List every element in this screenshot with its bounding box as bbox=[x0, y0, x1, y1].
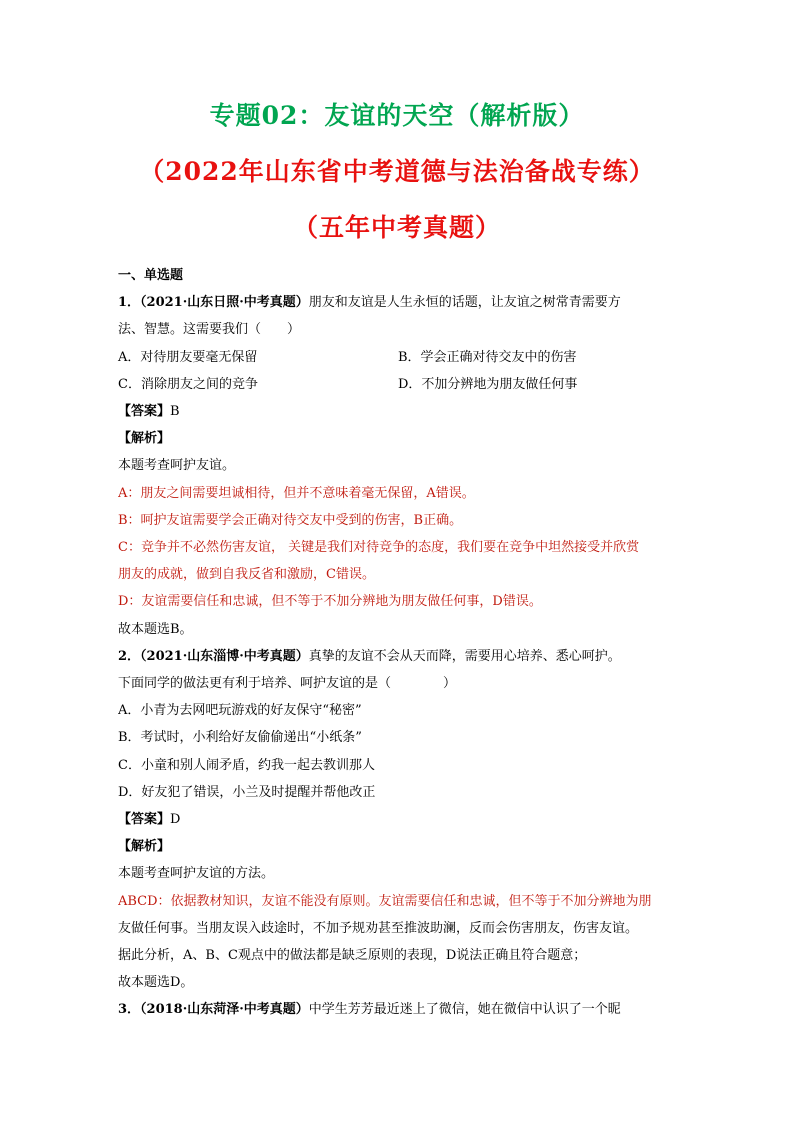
question-1-explain-b: B：呵护友谊需要学会正确对待交友中受到的伤害，B正确。 bbox=[118, 512, 463, 528]
document-title: 专题02：友谊的天空（解析版） bbox=[209, 101, 585, 130]
question-1-analysis-tag: 【解析】 bbox=[118, 431, 171, 447]
question-1-options-row-2 bbox=[118, 371, 678, 398]
answer-tag: 【答案】 bbox=[118, 812, 171, 828]
question-1-option-d: D．不加分辨地为朋友做任何事 bbox=[398, 376, 578, 392]
question-1-explain-d: D：友谊需要信任和忠诚，但不等于不加分辨地为朋友做任何事，D错误。 bbox=[118, 594, 542, 610]
question-2-topic: 本题考查呵护友谊的方法。 bbox=[118, 866, 275, 882]
question-3-text: 中学生芳芳最近迷上了微信，她在微信中认识了一个昵 bbox=[308, 1002, 621, 1018]
section-title: 一、单选题 bbox=[118, 268, 184, 283]
question-1-option-a: A．对待朋友要毫无保留 bbox=[118, 349, 258, 365]
question-2-answer bbox=[118, 806, 678, 833]
document-subtitle-2: （五年中考真题） bbox=[292, 213, 501, 242]
question-1-stem bbox=[118, 289, 678, 316]
question-1-explain-c: C：竞争并不必然伤害友谊， 关键是我们对待竞争的态度，我们要在竞争中坦然接受并欣赏 bbox=[118, 540, 640, 556]
question-1-explain-c-cont: 朋友的成就，做到自我反省和激励，C错误。 bbox=[118, 567, 375, 583]
question-2-analysis-tag: 【解析】 bbox=[118, 839, 171, 855]
question-3-source: 3．（2018·山东菏泽·中考真题） bbox=[118, 1002, 309, 1018]
question-1-option-b: B．学会正确对待交友中的伤害 bbox=[398, 349, 577, 365]
question-1-topic: 本题考查呵护友谊。 bbox=[118, 458, 236, 474]
question-1-option-c: C．消除朋友之间的竞争 bbox=[118, 376, 258, 392]
question-1-explain-a: A：朋友之间需要坦诚相待，但并不意味着毫无保留，A错误。 bbox=[118, 485, 475, 501]
question-1-options-row-1 bbox=[118, 344, 678, 371]
answer-tag: 【答案】 bbox=[118, 404, 171, 420]
question-1-stem-cont: 法、智慧。这需要我们（ ） bbox=[118, 322, 301, 338]
question-2-explain-3: 据此分析，A、B、C观点中的做法都是缺乏原则的表现，D说法正确且符合题意； bbox=[118, 948, 587, 964]
question-1-answer bbox=[118, 398, 678, 425]
question-2-option-b: B．考试时，小利给好友偷偷递出“小纸条” bbox=[118, 730, 362, 746]
question-2-explain-1: ABCD：依据教材知识，友谊不能没有原则。友谊需要信任和忠诚，但不等于不加分辨地为朋 bbox=[118, 893, 652, 909]
question-2-option-d: D．好友犯了错误，小兰及时提醒并帮他改正 bbox=[118, 784, 376, 800]
question-1-source: 1．（2021·山东日照·中考真题） bbox=[118, 295, 309, 311]
document-subtitle: （2022年山东省中考道德与法治备战专练） bbox=[139, 157, 655, 186]
question-2-conclusion: 故本题选D。 bbox=[118, 975, 194, 991]
question-2-text: 真挚的友谊不会从天而降，需要用心培养、悉心呵护。 bbox=[308, 648, 621, 664]
question-3-stem bbox=[118, 996, 678, 1023]
question-2-option-a: A．小青为去网吧玩游戏的好友保守“秘密” bbox=[118, 703, 362, 719]
question-2-source: 2．（2021·山东淄博·中考真题） bbox=[118, 648, 309, 664]
question-1-text: 朋友和友谊是人生永恒的话题，让友谊之树常青需要方 bbox=[308, 295, 621, 311]
answer-value: D bbox=[170, 812, 181, 828]
question-2-explain-2: 友做任何事。当朋友误入歧途时，不加予规劝甚至推波助澜，反而会伤害朋友，伤害友谊。 bbox=[118, 920, 639, 936]
document-body bbox=[118, 262, 678, 1024]
question-1-conclusion: 故本题选B。 bbox=[118, 621, 193, 637]
question-2-option-c: C．小童和别人闹矛盾，约我一起去教训那人 bbox=[118, 757, 375, 773]
question-2-stem bbox=[118, 643, 678, 670]
answer-value: B bbox=[170, 404, 180, 420]
question-2-stem-cont: 下面同学的做法更有利于培养、呵护友谊的是（ ） bbox=[118, 676, 457, 692]
